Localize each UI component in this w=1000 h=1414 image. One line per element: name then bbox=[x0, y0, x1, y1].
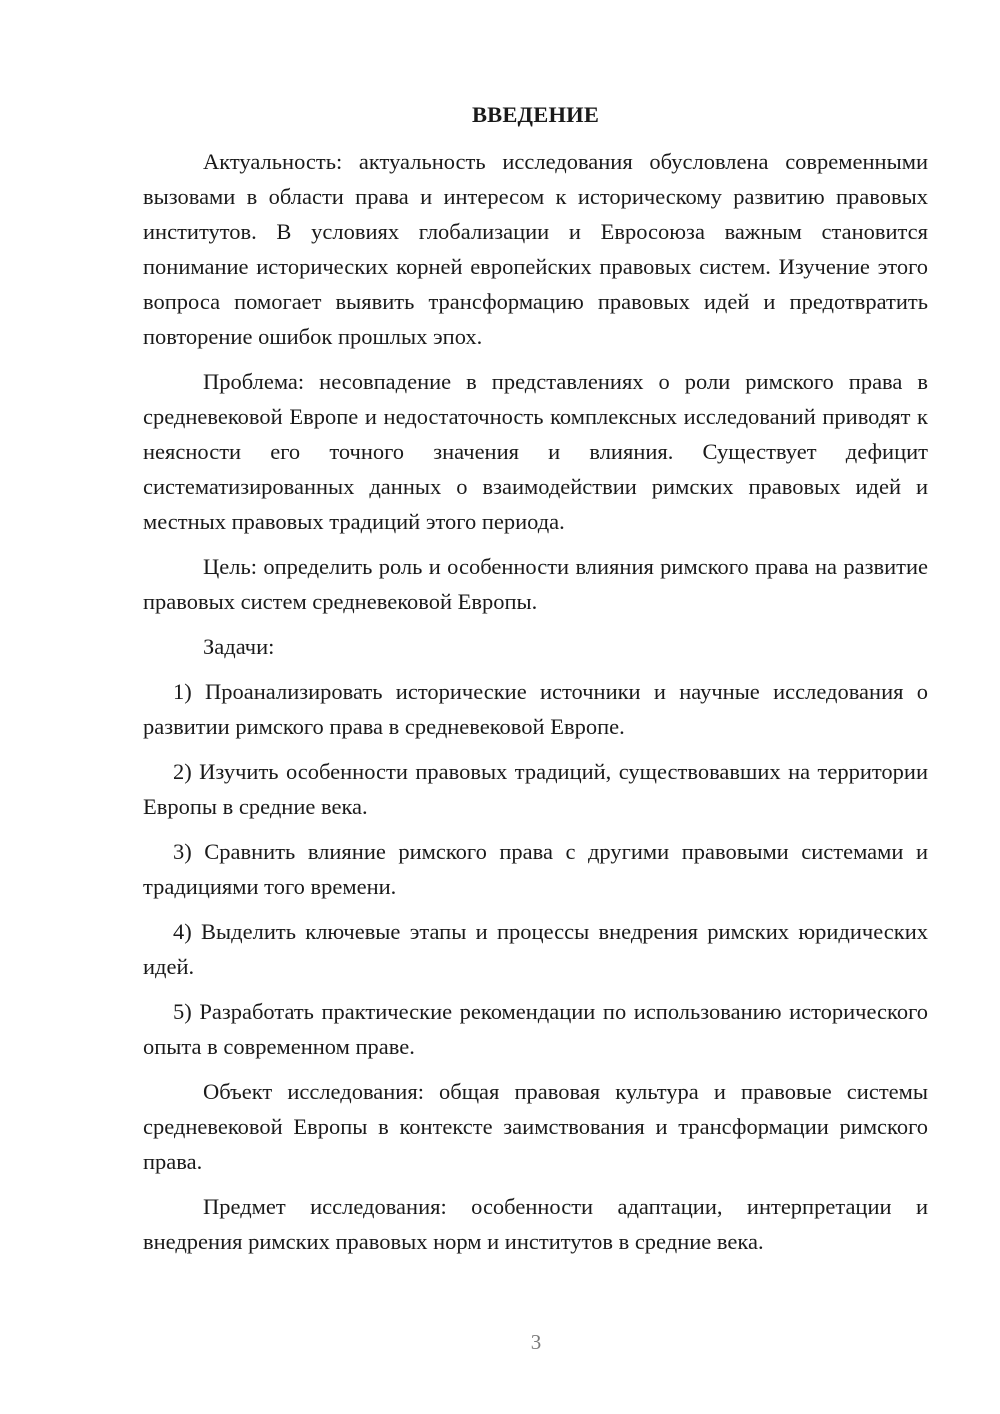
tasks-label: Задачи: bbox=[203, 634, 275, 659]
task-item-5: 5) Разработать практические рекомендации по использованию исторического опыта в современном праве. bbox=[143, 999, 928, 1059]
page-content bbox=[143, 97, 928, 1259]
page-number: 3 bbox=[530, 1330, 542, 1354]
task-item-2: 2) Изучить особенности правовых традиций, существовавших на территории Европы в средние века. bbox=[143, 759, 928, 819]
paragraph-goal: Цель: определить роль и особенности влияния римского права на развитие правовых систем средневековой Европы. bbox=[143, 554, 928, 614]
task-item-4: 4) Выделить ключевые этапы и процессы внедрения римских юридических идей. bbox=[143, 919, 928, 979]
paragraph-subject: Предмет исследования: особенности адаптации, интерпретации и внедрения римских правовых норм и институтов в средние века. bbox=[143, 1194, 928, 1254]
paragraph-relevance: Актуальность: актуальность исследования обусловлена современными вызовами в области права и интересом к историческому развитию правовых институтов. В условиях глобализации и Евросоюза важным становится понимание исторических корней европейских правовых систем. Изучение этого вопроса помогает выявить трансформацию правовых идей и предотвратить повторение ошибок прошлых эпох. bbox=[143, 149, 928, 349]
section-heading: ВВЕДЕНИЕ bbox=[471, 102, 600, 127]
paragraph-object: Объект исследования: общая правовая культура и правовые системы средневековой Европы в контексте заимствования и трансформации римского права. bbox=[143, 1079, 928, 1174]
paragraph-problem: Проблема: несовпадение в представлениях о роли римского права в средневековой Европе и недостаточность комплексных исследований приводят к неясности его точного значения и влияния. Существует дефицит систематизированных данных о взаимодействии римских правовых идей и местных правовых традиций этого периода. bbox=[143, 369, 928, 534]
task-item-1: 1) Проанализировать исторические источники и научные исследования о развитии римского права в средневековой Европе. bbox=[143, 679, 928, 739]
task-item-3: 3) Сравнить влияние римского права с другими правовыми системами и традициями того времени. bbox=[143, 839, 928, 899]
